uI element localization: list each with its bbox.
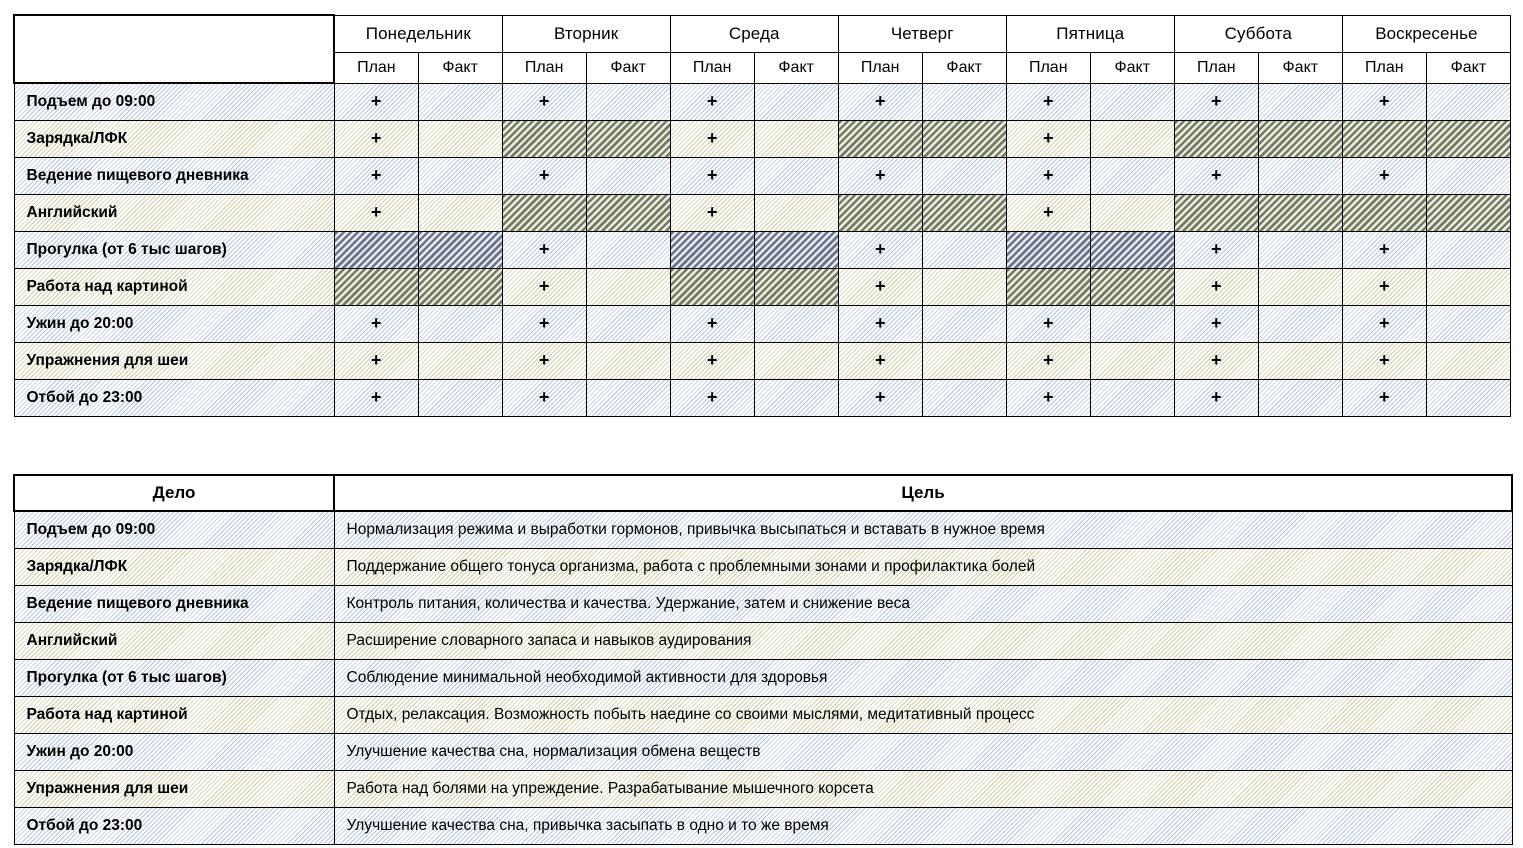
week-task-label: Английский xyxy=(14,195,334,232)
cell-monday-fact[interactable] xyxy=(418,343,502,380)
cell-tuesday-fact[interactable] xyxy=(586,380,670,417)
cell-friday-plan[interactable] xyxy=(1006,343,1090,380)
table-row xyxy=(14,808,1512,845)
cell-friday-plan[interactable] xyxy=(1006,158,1090,195)
cell-tuesday-plan[interactable] xyxy=(502,83,586,121)
table-row xyxy=(14,306,1511,343)
cell-tuesday-fact[interactable] xyxy=(586,343,670,380)
plus-icon: + xyxy=(538,276,550,296)
subheader-thursday-fact: Факт xyxy=(922,52,1006,83)
cell-wednesday-plan[interactable] xyxy=(670,158,754,195)
cell-monday-plan[interactable] xyxy=(334,195,418,232)
plus-icon: + xyxy=(1379,276,1390,296)
table-row xyxy=(14,660,1512,697)
cell-wednesday-plan[interactable] xyxy=(670,195,754,232)
cell-wednesday-fact xyxy=(754,269,838,306)
cell-sunday-fact[interactable] xyxy=(1426,343,1510,380)
day-header-monday: Понедельник xyxy=(334,15,502,52)
plus-icon: + xyxy=(874,239,886,259)
cell-wednesday-plan xyxy=(670,269,754,306)
plus-icon: + xyxy=(1211,165,1222,185)
plus-icon: + xyxy=(706,90,718,111)
cell-sunday-plan[interactable] xyxy=(1342,306,1426,343)
goals-table xyxy=(13,474,1513,845)
week-task-label: Отбой до 23:00 xyxy=(14,380,334,417)
cell-saturday-fact[interactable] xyxy=(1258,380,1342,417)
goals-table-body xyxy=(14,511,1512,845)
plus-icon: + xyxy=(1042,313,1054,333)
goal-task-label: Работа над картиной xyxy=(14,697,334,734)
cell-friday-fact xyxy=(1090,269,1174,306)
plus-icon: + xyxy=(1042,350,1054,370)
table-row xyxy=(14,380,1511,417)
cell-saturday-plan[interactable] xyxy=(1174,343,1258,380)
subheader-sunday-plan: План xyxy=(1342,52,1426,83)
cell-tuesday-fact xyxy=(586,121,670,158)
cell-tuesday-fact[interactable] xyxy=(586,83,670,121)
plus-icon: + xyxy=(1211,387,1222,407)
plus-icon: + xyxy=(706,350,718,370)
plus-icon: + xyxy=(1211,313,1222,333)
goal-task-label: Упражнения для шеи xyxy=(14,771,334,808)
subheader-friday-fact: Факт xyxy=(1090,52,1174,83)
goal-task-label: Отбой до 23:00 xyxy=(14,808,334,845)
cell-thursday-fact[interactable] xyxy=(922,306,1006,343)
week-task-label: Зарядка/ЛФК xyxy=(14,121,334,158)
week-task-label: Работа над картиной xyxy=(14,269,334,306)
cell-monday-plan[interactable] xyxy=(334,343,418,380)
weekly-planner-table xyxy=(13,14,1511,417)
subheader-saturday-plan: План xyxy=(1174,52,1258,83)
cell-saturday-fact[interactable] xyxy=(1258,232,1342,269)
cell-monday-plan xyxy=(334,269,418,306)
cell-friday-plan[interactable] xyxy=(1006,83,1090,121)
plus-icon: + xyxy=(1042,128,1054,148)
table-row xyxy=(14,771,1512,808)
cell-thursday-plan[interactable] xyxy=(838,306,922,343)
table-row xyxy=(14,195,1511,232)
plus-icon: + xyxy=(1042,387,1054,407)
cell-monday-plan[interactable] xyxy=(334,380,418,417)
cell-thursday-fact xyxy=(922,195,1006,232)
plus-icon: + xyxy=(370,202,382,222)
cell-wednesday-plan[interactable] xyxy=(670,343,754,380)
day-header-thursday: Четверг xyxy=(838,15,1006,52)
plus-icon: + xyxy=(706,128,718,148)
plus-icon: + xyxy=(706,387,718,407)
cell-sunday-fact[interactable] xyxy=(1426,380,1510,417)
cell-sunday-plan xyxy=(1342,121,1426,158)
week-task-label: Ведение пищевого дневника xyxy=(14,158,334,195)
cell-saturday-fact xyxy=(1258,195,1342,232)
subheader-tuesday-fact: Факт xyxy=(586,52,670,83)
table-row xyxy=(14,269,1511,306)
table-row xyxy=(14,549,1512,586)
cell-sunday-fact xyxy=(1426,195,1510,232)
cell-friday-fact[interactable] xyxy=(1090,83,1174,121)
cell-friday-plan xyxy=(1006,269,1090,306)
cell-saturday-plan[interactable] xyxy=(1174,83,1258,121)
cell-saturday-fact[interactable] xyxy=(1258,83,1342,121)
plus-icon: + xyxy=(538,350,550,370)
cell-thursday-fact[interactable] xyxy=(922,232,1006,269)
plus-icon: + xyxy=(706,165,718,185)
cell-friday-plan[interactable] xyxy=(1006,306,1090,343)
cell-saturday-plan xyxy=(1174,121,1258,158)
week-task-label: Упражнения для шеи xyxy=(14,343,334,380)
cell-monday-fact[interactable] xyxy=(418,380,502,417)
cell-sunday-fact[interactable] xyxy=(1426,158,1510,195)
cell-thursday-fact[interactable] xyxy=(922,380,1006,417)
table-row xyxy=(14,586,1512,623)
cell-wednesday-fact[interactable] xyxy=(754,158,838,195)
goal-description: Работа над болями на упреждение. Разрабатывание мышечного корсета xyxy=(334,771,1512,808)
cell-thursday-plan xyxy=(838,195,922,232)
cell-thursday-fact xyxy=(922,121,1006,158)
table-row xyxy=(14,511,1512,549)
plus-icon: + xyxy=(1042,90,1054,111)
plus-icon: + xyxy=(538,387,550,407)
cell-friday-fact[interactable] xyxy=(1090,121,1174,158)
plus-icon: + xyxy=(538,165,550,185)
plus-icon: + xyxy=(874,165,886,185)
subheader-saturday-fact: Факт xyxy=(1258,52,1342,83)
cell-wednesday-plan[interactable] xyxy=(670,83,754,121)
plus-icon: + xyxy=(370,387,382,407)
cell-tuesday-fact[interactable] xyxy=(586,269,670,306)
table-row xyxy=(14,232,1511,269)
cell-thursday-fact[interactable] xyxy=(922,343,1006,380)
cell-monday-fact[interactable] xyxy=(418,195,502,232)
cell-tuesday-fact[interactable] xyxy=(586,306,670,343)
week-task-label: Подъем до 09:00 xyxy=(14,83,334,121)
subheader-thursday-plan: План xyxy=(838,52,922,83)
plus-icon: + xyxy=(1379,90,1390,111)
plus-icon: + xyxy=(370,165,382,185)
goals-table-head xyxy=(14,475,1512,511)
cell-wednesday-fact[interactable] xyxy=(754,83,838,121)
plus-icon: + xyxy=(874,90,886,111)
subheader-wednesday-plan: План xyxy=(670,52,754,83)
subheader-monday-plan: План xyxy=(334,52,418,83)
plus-icon: + xyxy=(1211,350,1222,370)
cell-friday-fact[interactable] xyxy=(1090,306,1174,343)
plus-icon: + xyxy=(538,313,550,333)
plus-icon: + xyxy=(1379,165,1390,185)
plus-icon: + xyxy=(1379,387,1390,407)
cell-sunday-fact[interactable] xyxy=(1426,269,1510,306)
plus-icon: + xyxy=(1379,350,1390,370)
cell-tuesday-plan xyxy=(502,195,586,232)
cell-friday-fact xyxy=(1090,232,1174,269)
plus-icon: + xyxy=(706,202,718,222)
cell-tuesday-fact xyxy=(586,195,670,232)
cell-monday-fact xyxy=(418,232,502,269)
plus-icon: + xyxy=(1042,165,1054,185)
cell-tuesday-plan[interactable] xyxy=(502,306,586,343)
goal-description: Улучшение качества сна, нормализация обмена веществ xyxy=(334,734,1512,771)
cell-thursday-plan[interactable] xyxy=(838,343,922,380)
cell-friday-plan[interactable] xyxy=(1006,121,1090,158)
week-task-label: Прогулка (от 6 тыс шагов) xyxy=(14,232,334,269)
goal-task-label: Ведение пищевого дневника xyxy=(14,586,334,623)
cell-monday-fact[interactable] xyxy=(418,83,502,121)
cell-monday-fact[interactable] xyxy=(418,121,502,158)
cell-sunday-plan[interactable] xyxy=(1342,83,1426,121)
cell-sunday-fact[interactable] xyxy=(1426,306,1510,343)
plus-icon: + xyxy=(874,350,886,370)
cell-sunday-plan[interactable] xyxy=(1342,380,1426,417)
plus-icon: + xyxy=(1042,202,1054,222)
cell-wednesday-fact[interactable] xyxy=(754,343,838,380)
cell-tuesday-plan[interactable] xyxy=(502,158,586,195)
cell-tuesday-plan xyxy=(502,121,586,158)
cell-saturday-fact[interactable] xyxy=(1258,343,1342,380)
cell-monday-plan[interactable] xyxy=(334,121,418,158)
cell-friday-fact[interactable] xyxy=(1090,343,1174,380)
goal-description: Улучшение качества сна, привычка засыпать в одно и то же время xyxy=(334,808,1512,845)
plus-icon: + xyxy=(370,90,382,111)
cell-thursday-plan[interactable] xyxy=(838,83,922,121)
cell-saturday-fact xyxy=(1258,121,1342,158)
goals-header-task: Дело xyxy=(14,475,334,511)
cell-sunday-plan xyxy=(1342,195,1426,232)
week-table-body xyxy=(14,83,1511,417)
cell-monday-plan xyxy=(334,232,418,269)
plus-icon: + xyxy=(370,313,382,333)
plus-icon: + xyxy=(706,313,718,333)
cell-friday-plan[interactable] xyxy=(1006,195,1090,232)
day-header-tuesday: Вторник xyxy=(502,15,670,52)
plus-icon: + xyxy=(874,387,886,407)
plus-icon: + xyxy=(1379,239,1390,259)
cell-sunday-fact[interactable] xyxy=(1426,232,1510,269)
subheader-tuesday-plan: План xyxy=(502,52,586,83)
cell-friday-fact[interactable] xyxy=(1090,158,1174,195)
cell-sunday-plan[interactable] xyxy=(1342,343,1426,380)
cell-friday-fact[interactable] xyxy=(1090,380,1174,417)
cell-wednesday-fact[interactable] xyxy=(754,306,838,343)
day-header-friday: Пятница xyxy=(1006,15,1174,52)
subheader-monday-fact: Факт xyxy=(418,52,502,83)
cell-thursday-plan xyxy=(838,121,922,158)
cell-thursday-plan[interactable] xyxy=(838,232,922,269)
cell-sunday-fact[interactable] xyxy=(1426,83,1510,121)
day-header-sunday: Воскресенье xyxy=(1342,15,1510,52)
cell-tuesday-plan[interactable] xyxy=(502,380,586,417)
cell-monday-fact xyxy=(418,269,502,306)
cell-friday-plan xyxy=(1006,232,1090,269)
cell-wednesday-fact xyxy=(754,232,838,269)
cell-monday-fact[interactable] xyxy=(418,306,502,343)
cell-sunday-fact xyxy=(1426,121,1510,158)
cell-saturday-plan[interactable] xyxy=(1174,306,1258,343)
plus-icon: + xyxy=(538,239,550,259)
cell-thursday-plan[interactable] xyxy=(838,158,922,195)
cell-saturday-fact[interactable] xyxy=(1258,306,1342,343)
goal-description: Расширение словарного запаса и навыков аудирования xyxy=(334,623,1512,660)
subheader-friday-plan: План xyxy=(1006,52,1090,83)
cell-saturday-plan[interactable] xyxy=(1174,380,1258,417)
cell-wednesday-plan[interactable] xyxy=(670,380,754,417)
table-row xyxy=(14,623,1512,660)
table-row xyxy=(14,158,1511,195)
cell-saturday-fact[interactable] xyxy=(1258,269,1342,306)
goal-description: Отдых, релаксация. Возможность побыть наедине со своими мыслями, медитативный процесс xyxy=(334,697,1512,734)
table-row xyxy=(14,343,1511,380)
cell-saturday-plan[interactable] xyxy=(1174,269,1258,306)
subheader-sunday-fact: Факт xyxy=(1426,52,1510,83)
cell-wednesday-fact[interactable] xyxy=(754,121,838,158)
cell-saturday-plan[interactable] xyxy=(1174,158,1258,195)
cell-sunday-plan[interactable] xyxy=(1342,269,1426,306)
day-header-saturday: Суббота xyxy=(1174,15,1342,52)
goal-task-label: Подъем до 09:00 xyxy=(14,511,334,549)
plus-icon: + xyxy=(874,276,886,296)
cell-wednesday-plan[interactable] xyxy=(670,306,754,343)
table-row xyxy=(14,697,1512,734)
plus-icon: + xyxy=(370,350,382,370)
cell-tuesday-plan[interactable] xyxy=(502,343,586,380)
week-day-header-row xyxy=(14,15,1511,52)
plus-icon: + xyxy=(1379,313,1390,333)
cell-thursday-fact[interactable] xyxy=(922,83,1006,121)
cell-saturday-plan xyxy=(1174,195,1258,232)
cell-tuesday-fact[interactable] xyxy=(586,158,670,195)
cell-wednesday-fact[interactable] xyxy=(754,195,838,232)
cell-saturday-fact[interactable] xyxy=(1258,158,1342,195)
plus-icon: + xyxy=(1211,90,1222,111)
goal-task-label: Ужин до 20:00 xyxy=(14,734,334,771)
cell-friday-plan[interactable] xyxy=(1006,380,1090,417)
cell-wednesday-plan[interactable] xyxy=(670,121,754,158)
cell-wednesday-plan xyxy=(670,232,754,269)
goal-description: Контроль питания, количества и качества. Удержание, затем и снижение веса xyxy=(334,586,1512,623)
plus-icon: + xyxy=(1211,276,1222,296)
goals-header-row xyxy=(14,475,1512,511)
cell-thursday-plan[interactable] xyxy=(838,380,922,417)
day-header-wednesday: Среда xyxy=(670,15,838,52)
week-table-head xyxy=(14,15,1511,83)
cell-sunday-plan[interactable] xyxy=(1342,158,1426,195)
cell-tuesday-plan[interactable] xyxy=(502,232,586,269)
table-row xyxy=(14,83,1511,121)
cell-saturday-plan[interactable] xyxy=(1174,232,1258,269)
plus-icon: + xyxy=(538,90,550,111)
goal-task-label: Прогулка (от 6 тыс шагов) xyxy=(14,660,334,697)
table-row xyxy=(14,121,1511,158)
cell-wednesday-fact[interactable] xyxy=(754,380,838,417)
week-task-label: Ужин до 20:00 xyxy=(14,306,334,343)
table-row xyxy=(14,734,1512,771)
cell-tuesday-plan[interactable] xyxy=(502,269,586,306)
plus-icon: + xyxy=(874,313,886,333)
week-corner-cell xyxy=(14,15,334,83)
cell-monday-plan[interactable] xyxy=(334,158,418,195)
cell-thursday-plan[interactable] xyxy=(838,269,922,306)
goal-task-label: Английский xyxy=(14,623,334,660)
cell-monday-plan[interactable] xyxy=(334,83,418,121)
cell-sunday-plan[interactable] xyxy=(1342,232,1426,269)
cell-thursday-fact[interactable] xyxy=(922,269,1006,306)
plus-icon: + xyxy=(370,128,382,148)
goal-description: Поддержание общего тонуса организма, работа с проблемными зонами и профилактика болей xyxy=(334,549,1512,586)
cell-monday-fact[interactable] xyxy=(418,158,502,195)
cell-thursday-fact[interactable] xyxy=(922,158,1006,195)
cell-tuesday-fact[interactable] xyxy=(586,232,670,269)
cell-friday-fact[interactable] xyxy=(1090,195,1174,232)
goal-description: Нормализация режима и выработки гормонов, привычка высыпаться и вставать в нужное время xyxy=(334,511,1512,549)
subheader-wednesday-fact: Факт xyxy=(754,52,838,83)
cell-monday-plan[interactable] xyxy=(334,306,418,343)
goal-description: Соблюдение минимальной необходимой активности для здоровья xyxy=(334,660,1512,697)
plus-icon: + xyxy=(1211,239,1222,259)
goal-task-label: Зарядка/ЛФК xyxy=(14,549,334,586)
goals-header-goal: Цель xyxy=(334,475,1512,511)
